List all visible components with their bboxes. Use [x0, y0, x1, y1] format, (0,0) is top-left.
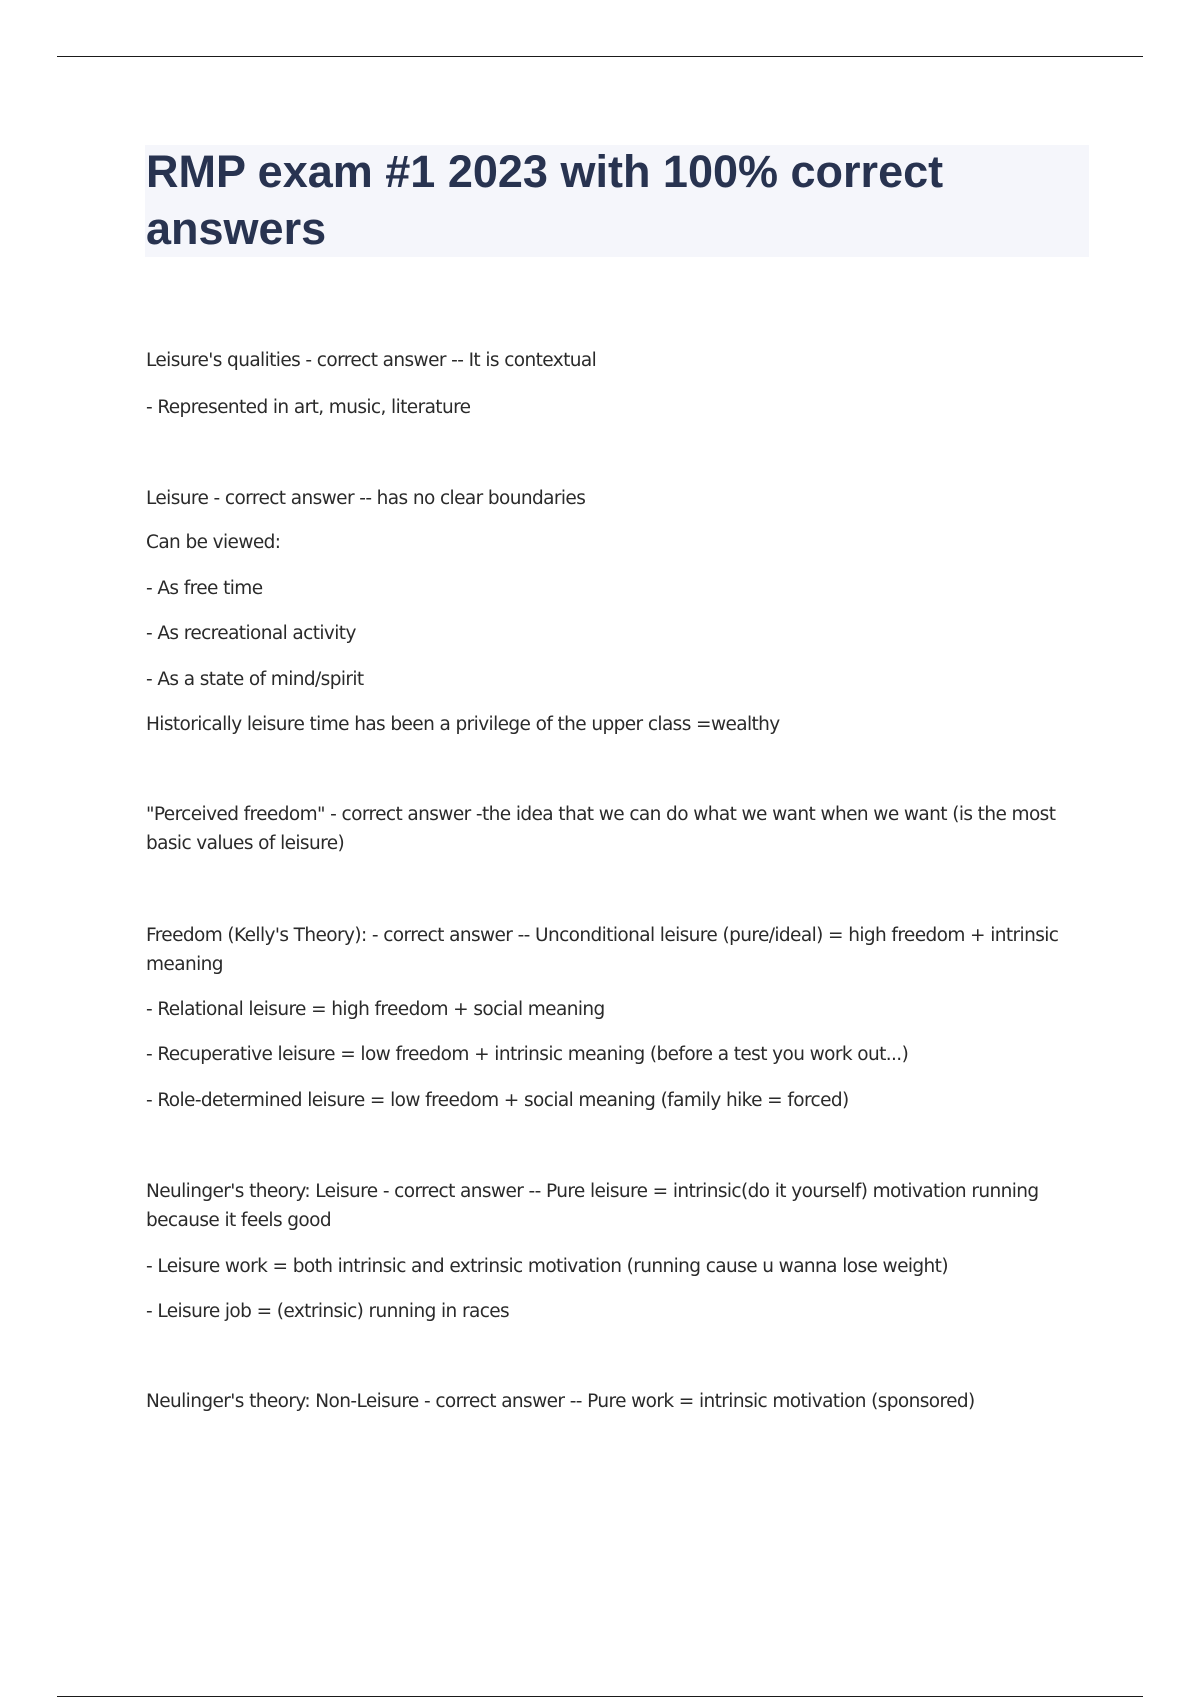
line-can-be-viewed: Can be viewed:	[146, 532, 281, 553]
header-rule	[57, 56, 1143, 57]
line-leisure-work: - Leisure work = both intrinsic and extrinsic motivation (running cause u wanna lose weight)	[146, 1256, 948, 1277]
line-represented-in-art: - Represented in art, music, literature	[146, 397, 471, 418]
line-leisure-qualities: Leisure's qualities - correct answer -- It is contextual	[146, 350, 597, 371]
line-recuperative-leisure: - Recuperative leisure = low freedom + intrinsic meaning (before a test you work out...)	[146, 1044, 909, 1065]
footer-rule	[57, 1696, 1143, 1697]
line-state-of-mind: - As a state of mind/spirit	[146, 669, 364, 690]
line-relational-leisure: - Relational leisure = high freedom + social meaning	[146, 999, 605, 1020]
line-kellys-theory: Freedom (Kelly's Theory): - correct answer -- Unconditional leisure (pure/ideal) = high freedom + intrinsic meaning	[146, 925, 1059, 975]
line-historically: Historically leisure time has been a privilege of the upper class =wealthy	[146, 714, 780, 735]
line-perceived-freedom: "Perceived freedom" - correct answer -the idea that we can do what we want when we want (is the most basic values of leisure)	[146, 804, 1056, 854]
line-leisure-job: - Leisure job = (extrinsic) running in races	[146, 1301, 510, 1322]
line-free-time: - As free time	[146, 578, 263, 599]
document-title: RMP exam #1 2023 with 100% correct answers	[146, 146, 944, 254]
line-recreational-activity: - As recreational activity	[146, 623, 356, 644]
line-neulinger-non-leisure: Neulinger's theory: Non-Leisure - correct answer -- Pure work = intrinsic motivation (sponsored)	[146, 1391, 975, 1412]
line-neulinger-leisure: Neulinger's theory: Leisure - correct answer -- Pure leisure = intrinsic(do it yourself) motivation running because it feels good	[146, 1181, 1039, 1231]
line-leisure-boundaries: Leisure - correct answer -- has no clear boundaries	[146, 488, 586, 509]
line-role-determined-leisure: - Role-determined leisure = low freedom + social meaning (family hike = forced)	[146, 1090, 849, 1111]
